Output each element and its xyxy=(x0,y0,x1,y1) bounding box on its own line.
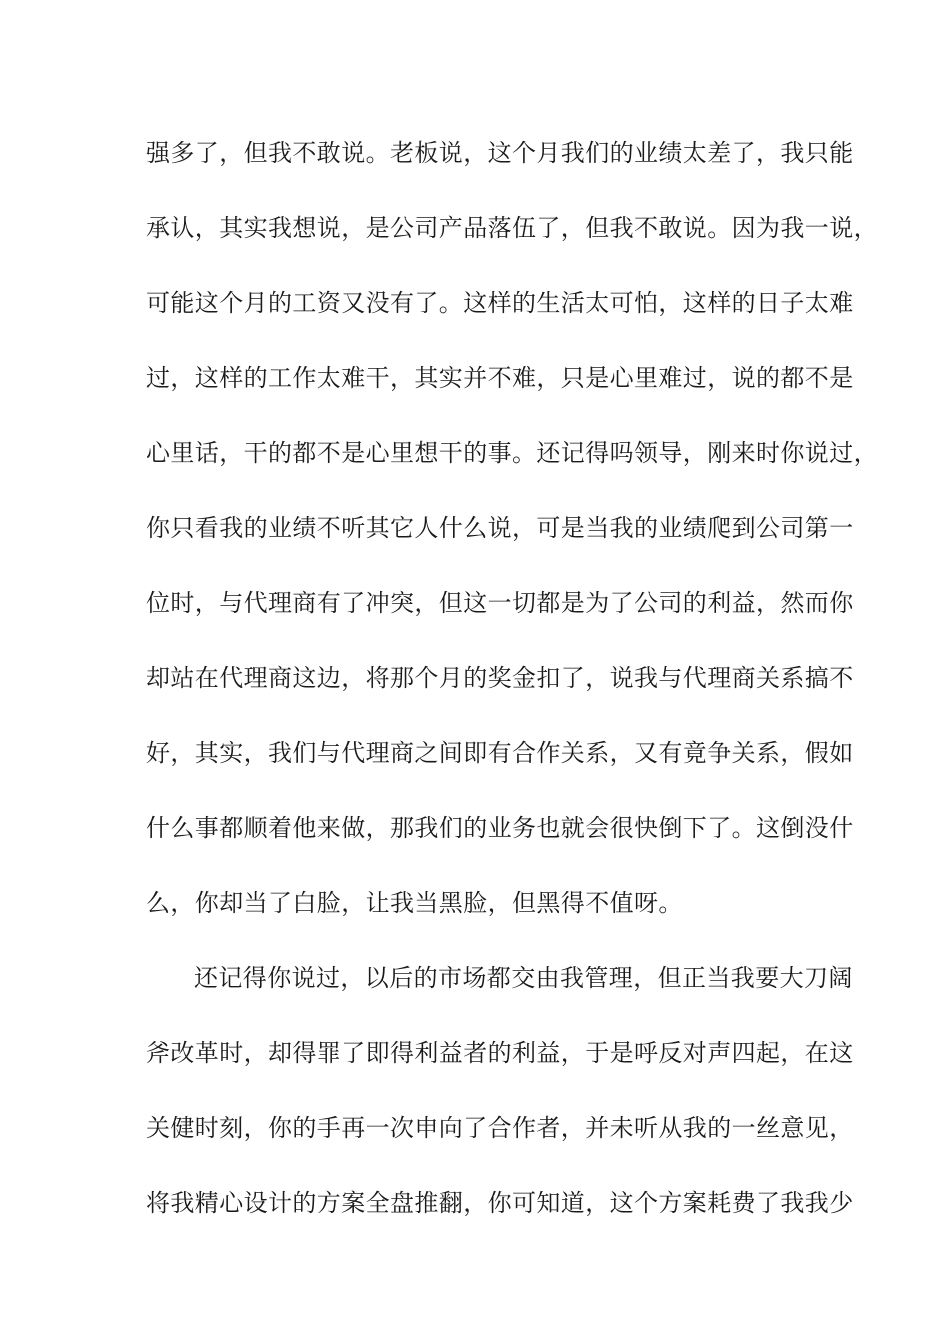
text-line: 却站在代理商这边，将那个月的奖金扣了，说我与代理商关系搞不 xyxy=(146,664,854,692)
text-line: 位时，与代理商有了冲突，但这一切都是为了公司的利益，然而你 xyxy=(146,589,854,617)
text-line: 你只看我的业绩不听其它人什么说，可是当我的业绩爬到公司第一 xyxy=(146,514,854,542)
text-line: 斧改革时，却得罪了即得利益者的利益，于是呼反对声四起，在这 xyxy=(146,1039,854,1067)
paragraph-first-line: 还记得你说过，以后的市场都交由我管理，但正当我要大刀阔 xyxy=(194,964,853,992)
body-text xyxy=(146,131,878,1256)
text-line: 将我精心设计的方案全盘推翻，你可知道，这个方案耗费了我我少 xyxy=(146,1189,854,1217)
text-line: 可能这个月的工资又没有了。这样的生活太可怕，这样的日子太难 xyxy=(146,289,854,317)
text-line: 关健时刻，你的手再一次申向了合作者，并未听从我的一丝意见， xyxy=(146,1114,854,1142)
text-line: 心里话，干的都不是心里想干的事。还记得吗领导，刚来时你说过， xyxy=(146,439,878,467)
text-line: 承认，其实我想说，是公司产品落伍了，但我不敢说。因为我一说， xyxy=(146,214,878,242)
text-line: 好，其实，我们与代理商之间即有合作关系，又有竟争关系，假如 xyxy=(146,739,854,767)
text-line: 强多了，但我不敢说。老板说，这个月我们的业绩太差了，我只能 xyxy=(146,139,854,167)
text-line: 过，这样的工作太难干，其实并不难，只是心里难过，说的都不是 xyxy=(146,364,854,392)
text-line: 什么事都顺着他来做，那我们的业务也就会很快倒下了。这倒没什 xyxy=(146,814,854,842)
text-line: 么，你却当了白脸，让我当黑脸，但黑得不值呀。 xyxy=(146,889,683,917)
